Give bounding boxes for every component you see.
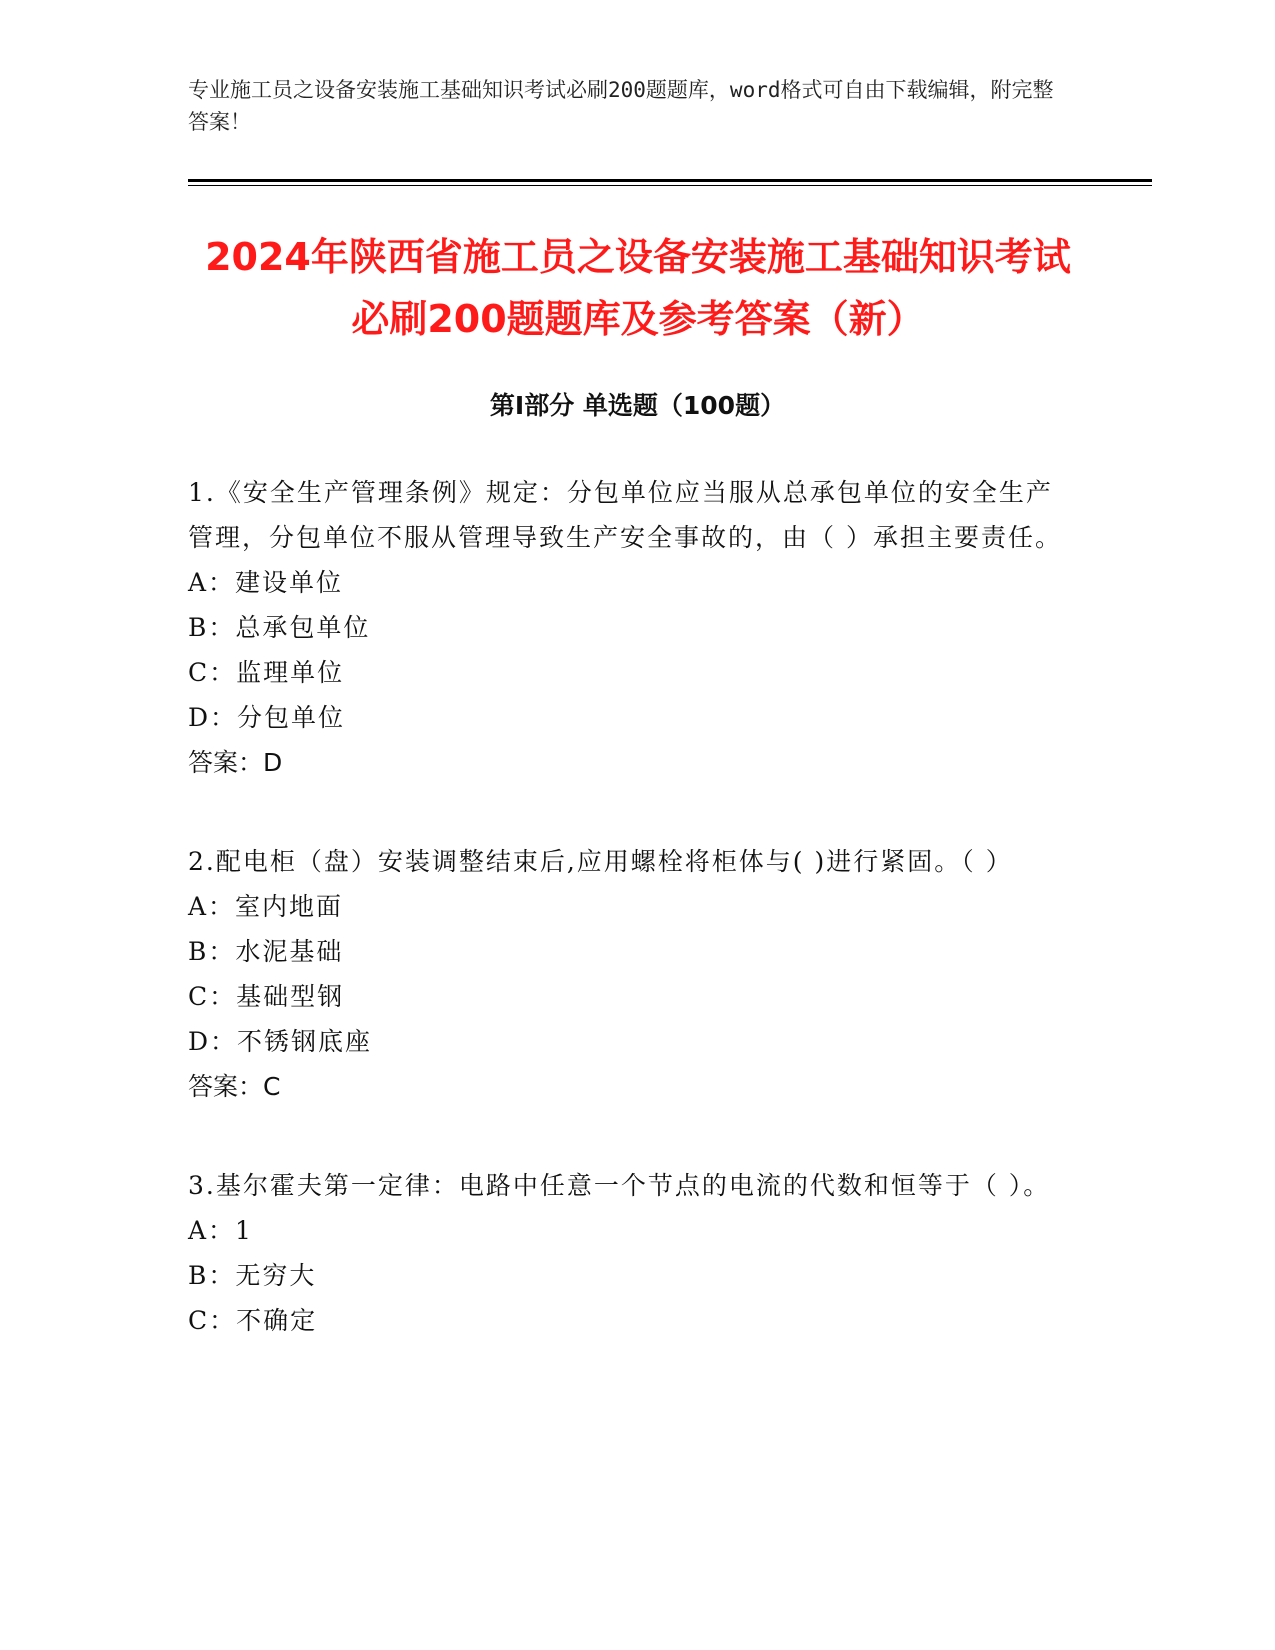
question-stem: 2.配电柜（盘）安装调整结束后,应用螺栓将柜体与( )进行紧固。（ ） — [188, 847, 1013, 876]
section-title: 第Ⅰ部分 单选题（100题） — [489, 391, 786, 420]
header-text: 专业施工员之设备安装施工基础知识考试必刷200题题库，word格式可自由下载编辑，附完整答案！ — [188, 78, 1054, 134]
answer: 答案：C — [188, 1072, 281, 1101]
question-stem: 1.《安全生产管理条例》规定：分包单位应当服从总承包单位的安全生产管理，分包单位不服从管理导致生产安全事故的，由（ ）承担主要责任。 — [188, 478, 1062, 552]
option-d: D：不锈钢底座 — [188, 1027, 373, 1056]
option-a: A：室内地面 — [188, 892, 344, 921]
question-2 — [188, 839, 1068, 1109]
option-c: C：基础型钢 — [188, 982, 345, 1011]
option-c: C：不确定 — [188, 1306, 318, 1335]
question-3 — [188, 1163, 1068, 1343]
question-stem: 3.基尔霍夫第一定律：电路中任意一个节点的电流的代数和恒等于（ ）。 — [188, 1171, 1051, 1200]
question-list — [188, 470, 1068, 1397]
answer: 答案：D — [188, 748, 283, 777]
document-title: 2024年陕西省施工员之设备安装施工基础知识考试必刷200题题库及参考答案（新） — [205, 235, 1071, 341]
option-b: B：无穷大 — [188, 1261, 317, 1290]
header-rule-thick — [188, 179, 1152, 182]
option-d: D：分包单位 — [188, 703, 346, 732]
option-b: B：总承包单位 — [188, 613, 371, 642]
question-1 — [188, 470, 1068, 785]
option-a: A：建设单位 — [188, 568, 344, 597]
option-b: B：水泥基础 — [188, 937, 344, 966]
header-rule-thin — [188, 185, 1152, 186]
option-a: A：1 — [188, 1216, 253, 1245]
option-c: C：监理单位 — [188, 658, 345, 687]
